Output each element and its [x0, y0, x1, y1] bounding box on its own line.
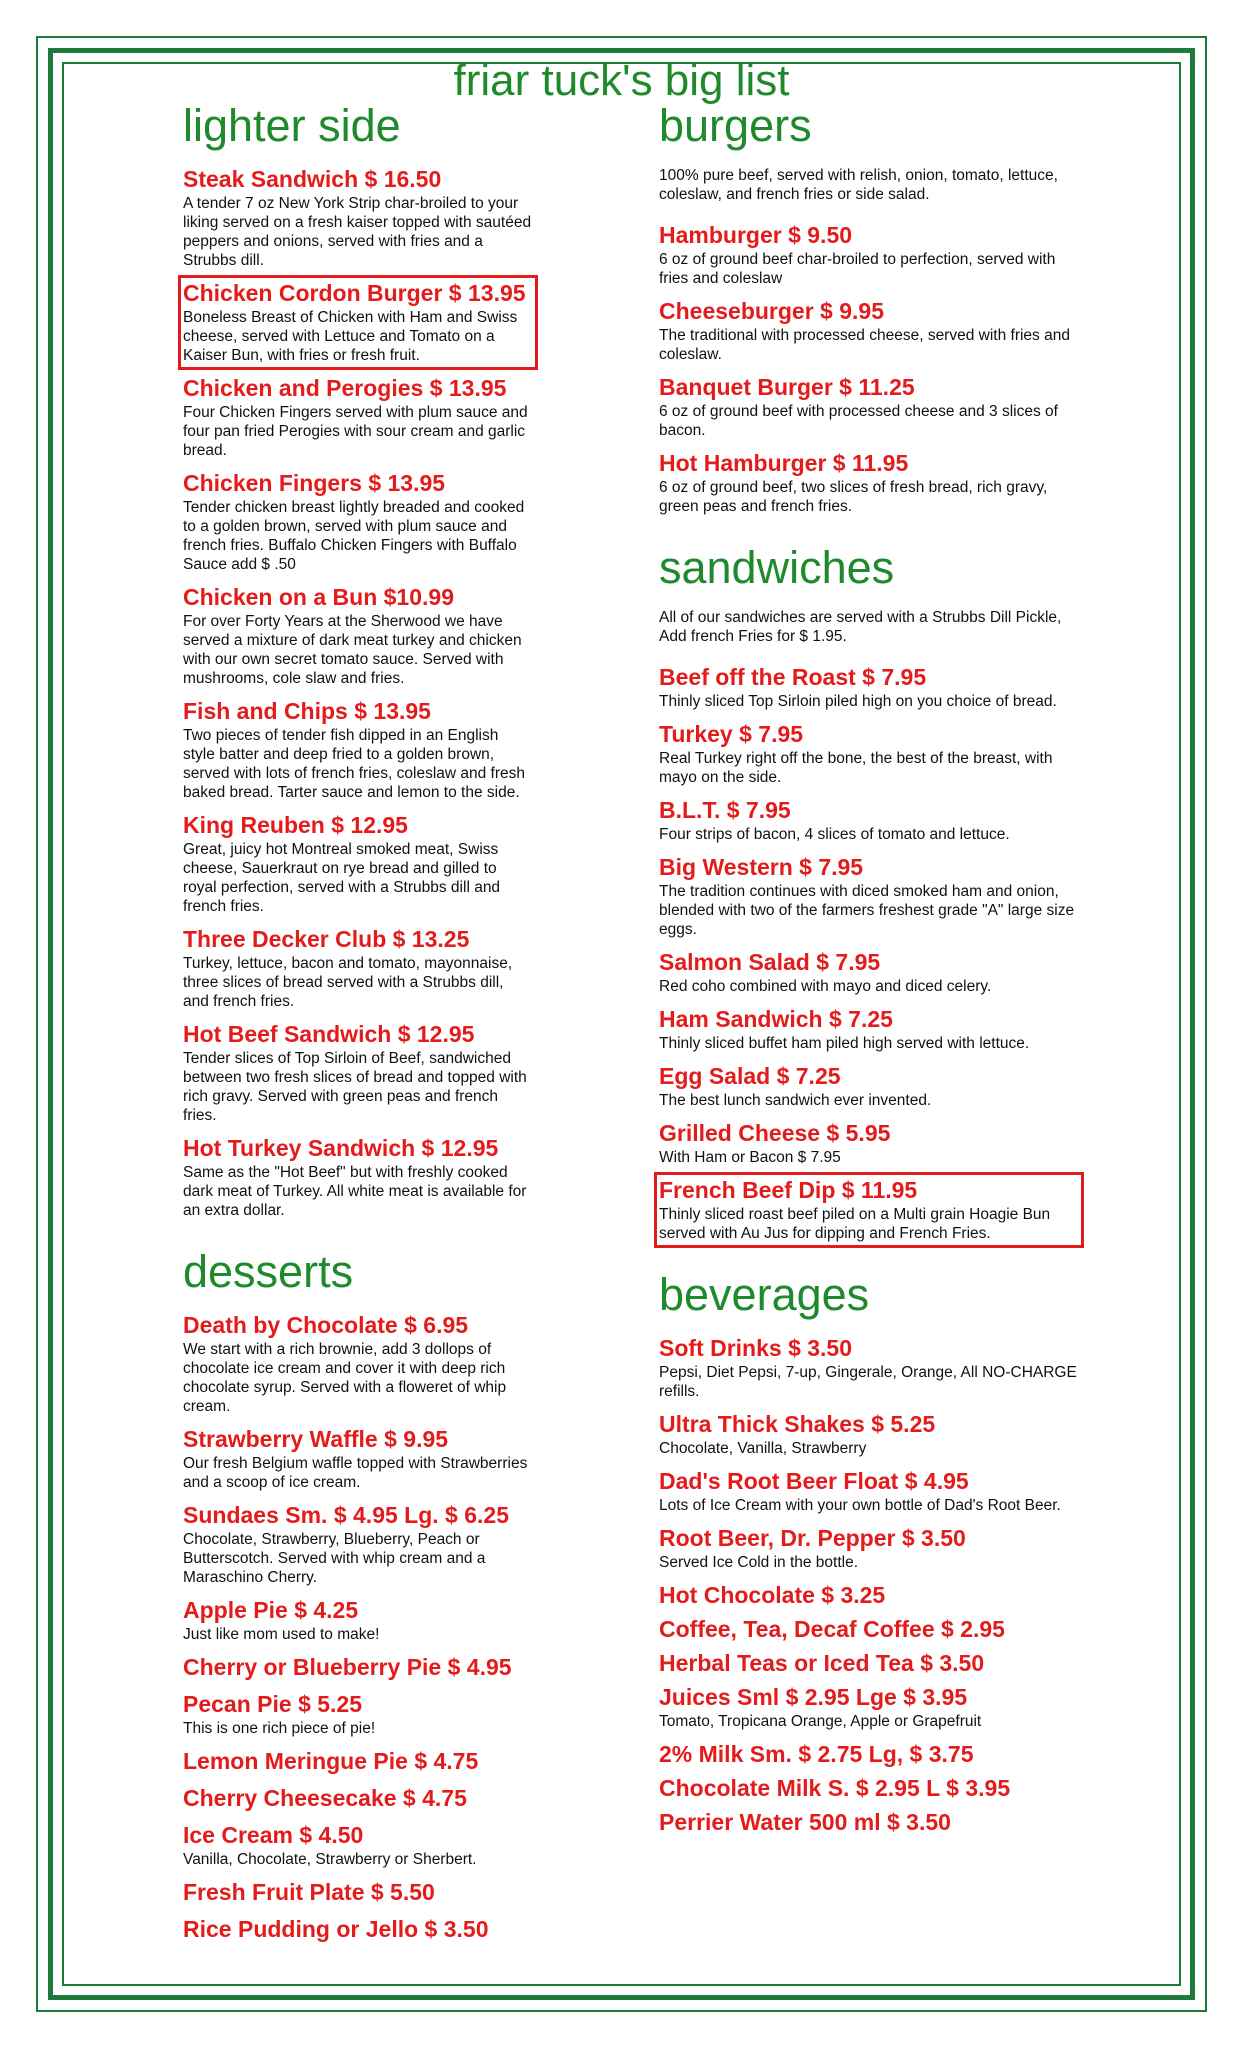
menu-item	[183, 375, 533, 460]
menu-item	[183, 1654, 533, 1681]
item-name: French Beef Dip $ 11.95	[659, 1177, 918, 1203]
item-name: Death by Chocolate $ 6.95	[183, 1312, 469, 1338]
item-name: Cherry Cheesecake $ 4.75	[183, 1785, 467, 1811]
menu-item	[659, 854, 1079, 939]
item-name: Rice Pudding or Jello $ 3.50	[183, 1916, 489, 1942]
menu-item	[659, 1650, 1079, 1677]
item-description: Great, juicy hot Montreal smoked meat, Swiss cheese, Sauerkraut on rye bread and gilled to royal perfection, served with a Strubbs dill and french fries.	[183, 841, 501, 915]
item-description: Thinly sliced roast beef piled on a Multi grain Hoagie Bun served with Au Jus for dipping and French Fries.	[659, 1206, 1051, 1242]
item-description: Served Ice Cold in the bottle.	[659, 1554, 859, 1571]
item-description: 6 oz of ground beef, two slices of fresh bread, rich gravy, green peas and french fries.	[659, 479, 1048, 515]
menu-item	[183, 812, 533, 916]
menu-item	[659, 949, 1079, 996]
item-name: Chicken and Perogies $ 13.95	[183, 375, 507, 401]
menu-item	[183, 1426, 533, 1492]
item-name: Root Beer, Dr. Pepper $ 3.50	[659, 1525, 966, 1551]
item-name: Perrier Water 500 ml $ 3.50	[659, 1809, 951, 1835]
menu-item	[183, 1822, 533, 1869]
item-name: Ice Cream $ 4.50	[183, 1822, 364, 1848]
menu-item	[183, 926, 533, 1011]
menu-item	[659, 797, 1079, 844]
item-name: Lemon Meringue Pie $ 4.75	[183, 1748, 479, 1774]
item-name: Cherry or Blueberry Pie $ 4.95	[183, 1654, 512, 1680]
section-gap	[659, 1253, 1079, 1269]
menu-item	[659, 1775, 1079, 1802]
item-description: Red coho combined with mayo and diced celery.	[659, 978, 992, 995]
section-gap	[659, 526, 1079, 542]
item-name: Ham Sandwich $ 7.25	[659, 1006, 893, 1032]
item-name: Chicken Cordon Burger $ 13.95	[183, 280, 526, 306]
menu-item	[659, 298, 1079, 364]
item-description: Chocolate, Strawberry, Blueberry, Peach or Butterscotch. Served with whip cream and a Maraschino Cherry.	[183, 1531, 486, 1586]
section-title-sandwiches: sandwiches	[659, 542, 895, 593]
menu-item	[659, 1006, 1079, 1053]
menu-item	[183, 1691, 533, 1738]
menu-item	[659, 1616, 1079, 1643]
menu-item	[183, 1021, 533, 1125]
item-description: Pepsi, Diet Pepsi, 7-up, Gingerale, Orange, All NO-CHARGE refills.	[659, 1364, 1077, 1400]
menu-item	[659, 450, 1079, 516]
item-name: Chicken Fingers $ 13.95	[183, 470, 446, 496]
item-name: Egg Salad $ 7.25	[659, 1063, 841, 1089]
item-description: Chocolate, Vanilla, Strawberry	[659, 1440, 867, 1457]
item-description: Tender chicken breast lightly breaded and cooked to a golden brown, served with plum sauce and french fries. Buffalo Chicken Fingers with Buffalo Sauce add $ .50	[183, 499, 525, 573]
item-description: Thinly sliced buffet ham piled high served with lettuce.	[659, 1035, 1030, 1052]
item-description: The traditional with processed cheese, served with fries and coleslaw.	[659, 327, 1070, 363]
item-name: Hamburger $ 9.50	[659, 222, 853, 248]
item-name: Salmon Salad $ 7.95	[659, 949, 881, 975]
item-description: Boneless Breast of Chicken with Ham and Swiss cheese, served with Lettuce and Tomato on a Kaiser Bun, with fries or fresh fruit.	[183, 309, 518, 364]
item-description: Four strips of bacon, 4 slices of tomato and lettuce.	[659, 826, 1010, 843]
item-name: Hot Turkey Sandwich $ 12.95	[183, 1135, 499, 1161]
item-name: Beef off the Roast $ 7.95	[659, 664, 927, 690]
item-name: Turkey $ 7.95	[659, 721, 804, 747]
item-description: Lots of Ice Cream with your own bottle of Dad's Root Beer.	[659, 1497, 1061, 1514]
menu-item	[183, 1879, 533, 1906]
item-name: Hot Beef Sandwich $ 12.95	[183, 1021, 475, 1047]
section-intro: All of our sandwiches are served with a Strubbs Dill Pickle, Add french Fries for $ 1.95.	[659, 609, 1062, 645]
menu-item	[659, 1741, 1079, 1768]
menu-item	[659, 1411, 1079, 1458]
item-name: Soft Drinks $ 3.50	[659, 1335, 853, 1361]
item-description: Real Turkey right off the bone, the best of the breast, with mayo on the side.	[659, 750, 1053, 786]
item-name: Chocolate Milk S. $ 2.95 L $ 3.95	[659, 1775, 1011, 1801]
item-description: Four Chicken Fingers served with plum sauce and four pan fried Perogies with sour cream and garlic bread.	[183, 404, 528, 459]
item-description: Vanilla, Chocolate, Strawberry or Sherbert.	[183, 1851, 477, 1868]
item-description: Turkey, lettuce, bacon and tomato, mayonnaise, three slices of bread served with a Strubbs dill, and french fries.	[183, 955, 513, 1010]
menu-item	[183, 584, 533, 688]
menu-item	[659, 1582, 1079, 1609]
right-column	[659, 100, 1079, 1843]
menu-item-highlighted	[659, 1177, 1079, 1243]
item-description: Same as the "Hot Beef" but with freshly cooked dark meat of Turkey. All white meat is available for an extra dollar.	[183, 1164, 527, 1219]
item-description: We start with a rich brownie, add 3 dollops of chocolate ice cream and cover it with deep rich chocolate syrup. Served with a floweret of whip cream.	[183, 1341, 507, 1415]
menu-item	[183, 1748, 533, 1775]
menu-item	[183, 1597, 533, 1644]
menu-item	[183, 1135, 533, 1220]
item-name: Fish and Chips $ 13.95	[183, 698, 431, 724]
item-name: Steak Sandwich $ 16.50	[183, 166, 442, 192]
item-description: The best lunch sandwich ever invented.	[659, 1092, 932, 1109]
item-name: Pecan Pie $ 5.25	[183, 1691, 363, 1717]
item-name: Big Western $ 7.95	[659, 854, 864, 880]
section-title-beverages: beverages	[659, 1269, 870, 1320]
item-description: Tomato, Tropicana Orange, Apple or Grapefruit	[659, 1713, 982, 1730]
item-name: Juices Sml $ 2.95 Lge $ 3.95	[659, 1684, 968, 1710]
menu-item	[183, 166, 533, 270]
menu-item	[183, 1502, 533, 1587]
menu-item	[659, 1809, 1079, 1836]
menu-item	[659, 664, 1079, 711]
item-description: Thinly sliced Top Sirloin piled high on you choice of bread.	[659, 693, 1057, 710]
menu-title: friar tuck's big list	[453, 56, 790, 105]
section-title-desserts: desserts	[183, 1246, 354, 1297]
item-description: Just like mom used to make!	[183, 1626, 380, 1643]
item-description: A tender 7 oz New York Strip char-broiled to your liking served on a fresh kaiser topped with sautéed peppers and onions, served with fries and a Strubbs dill.	[183, 195, 532, 269]
item-name: Coffee, Tea, Decaf Coffee $ 2.95	[659, 1616, 1005, 1642]
item-name: Dad's Root Beer Float $ 4.95	[659, 1468, 969, 1494]
item-name: Fresh Fruit Plate $ 5.50	[183, 1879, 435, 1905]
left-column	[183, 100, 533, 1953]
item-name: Hot Hamburger $ 11.95	[659, 450, 909, 476]
item-description: Tender slices of Top Sirloin of Beef, sandwiched between two fresh slices of bread and topped with rich gravy. Served with green peas and french fries.	[183, 1050, 527, 1124]
menu-item	[183, 1312, 533, 1416]
item-name: 2% Milk Sm. $ 2.75 Lg, $ 3.75	[659, 1741, 974, 1767]
item-description: Two pieces of tender fish dipped in an English style batter and deep fried to a golden brown, served with lots of french fries, coleslaw and fresh baked bread. Tarter sauce and lemon to the side.	[183, 727, 526, 801]
item-name: King Reuben $ 12.95	[183, 812, 408, 838]
menu-item	[659, 1684, 1079, 1731]
item-name: Sundaes Sm. $ 4.95 Lg. $ 6.25	[183, 1502, 509, 1528]
menu-item	[659, 222, 1079, 288]
menu-item	[183, 470, 533, 574]
item-description: This is one rich piece of pie!	[183, 1720, 376, 1737]
item-name: Strawberry Waffle $ 9.95	[183, 1426, 449, 1452]
menu-item	[659, 1525, 1079, 1572]
section-title-lighter-side: lighter side	[183, 100, 401, 151]
item-description: 6 oz of ground beef char-broiled to perfection, served with fries and coleslaw	[659, 251, 1056, 287]
item-name: B.L.T. $ 7.95	[659, 797, 791, 823]
item-description: Our fresh Belgium waffle topped with Strawberries and a scoop of ice cream.	[183, 1455, 528, 1491]
item-name: Grilled Cheese $ 5.95	[659, 1120, 891, 1146]
menu-item	[183, 1785, 533, 1812]
menu-item	[659, 1120, 1079, 1167]
item-name: Cheeseburger $ 9.95	[659, 298, 885, 324]
item-description: 6 oz of ground beef with processed cheese and 3 slices of bacon.	[659, 403, 1058, 439]
menu-item	[183, 1916, 533, 1943]
item-name: Banquet Burger $ 11.25	[659, 374, 915, 400]
section-intro: 100% pure beef, served with relish, onion, tomato, lettuce, coleslaw, and french fries or side salad.	[659, 167, 1058, 203]
item-name: Apple Pie $ 4.25	[183, 1597, 359, 1623]
menu-item	[659, 1468, 1079, 1515]
item-name: Ultra Thick Shakes $ 5.25	[659, 1411, 936, 1437]
item-description: With Ham or Bacon $ 7.95	[659, 1149, 841, 1166]
item-name: Herbal Teas or Iced Tea $ 3.50	[659, 1650, 985, 1676]
section-title-burgers: burgers	[659, 100, 812, 151]
menu-item-highlighted	[183, 280, 533, 365]
item-description: For over Forty Years at the Sherwood we have served a mixture of dark meat turkey and chicken with our own secret tomato sauce. Served with mushrooms, cole slaw and fries.	[183, 613, 522, 687]
menu-item	[659, 374, 1079, 440]
menu-item	[659, 1063, 1079, 1110]
menu-item	[659, 1335, 1079, 1401]
item-name: Hot Chocolate $ 3.25	[659, 1582, 886, 1608]
section-gap	[183, 1230, 533, 1246]
item-name: Three Decker Club $ 13.25	[183, 926, 470, 952]
menu-item	[659, 721, 1079, 787]
item-description: The tradition continues with diced smoked ham and onion, blended with two of the farmers freshest grade "A" large size eggs.	[659, 883, 1075, 938]
menu-item	[183, 698, 533, 802]
item-name: Chicken on a Bun $10.99	[183, 584, 454, 610]
